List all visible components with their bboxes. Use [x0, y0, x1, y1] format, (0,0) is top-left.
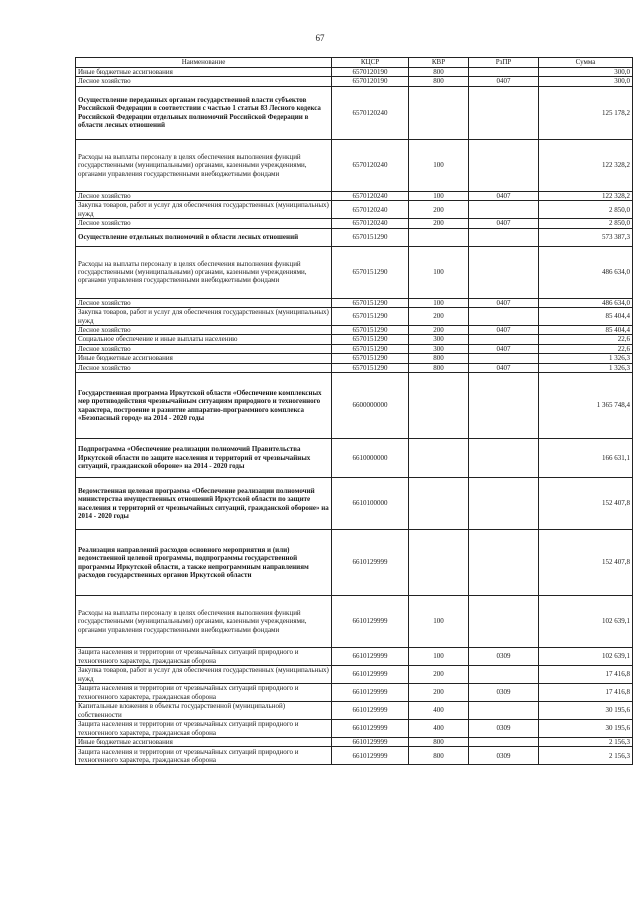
cell-kvr: 800: [409, 354, 469, 363]
cell-sum: 125 178,2: [539, 86, 633, 139]
header-kcsr: КЦСР: [332, 58, 409, 68]
cell-kvr: 800: [409, 68, 469, 77]
cell-rzpr: [469, 354, 539, 363]
cell-name: Лесное хозяйство: [76, 219, 332, 228]
cell-kvr: [409, 86, 469, 139]
cell-kcsr: 6570120240: [332, 219, 409, 228]
cell-sum: 17 416,8: [539, 666, 633, 684]
cell-name: Реализация направлений расходов основного мероприятия и (или) ведомственной целевой программы, подпрограммы государственной программы Иркутской области, а также непрограммным направлениям расходов государственных органов Иркутской области: [76, 530, 332, 596]
cell-sum: 102 639,1: [539, 596, 633, 648]
cell-sum: 2 850,0: [539, 201, 633, 219]
cell-sum: 2 850,0: [539, 219, 633, 228]
header-sum: Сумма: [539, 58, 633, 68]
cell-name: Расходы на выплаты персоналу в целях обеспечения выполнения функций государственными (муниципальными) органами, казенными учреждениями, органами управления государственными внебюджетными фондами: [76, 246, 332, 298]
table-row: [76, 354, 633, 363]
cell-sum: 85 404,4: [539, 326, 633, 335]
cell-name: Ведомственная целевая программа «Обеспечение реализации полномочий министерства имущественных отношений Иркутской области по защите населения и территорий от чрезвычайных ситуаций, гражданской обороне» на 2014 - 2020 годы: [76, 478, 332, 530]
table-body: [76, 68, 633, 765]
cell-kcsr: 6610129999: [332, 666, 409, 684]
cell-name: Закупка товаров, работ и услуг для обеспечения государственных (муниципальных) нужд: [76, 201, 332, 219]
cell-sum: 573 387,3: [539, 228, 633, 246]
cell-kcsr: 6570151290: [332, 246, 409, 298]
table-row: [76, 77, 633, 86]
cell-name: Иные бюджетные ассигнования: [76, 68, 332, 77]
cell-kvr: 100: [409, 191, 469, 200]
table-row: [76, 373, 633, 439]
cell-name: Защита населения и территории от чрезвычайных ситуаций природного и техногенного характера, гражданская оборона: [76, 684, 332, 702]
cell-sum: 300,0: [539, 77, 633, 86]
cell-kvr: 100: [409, 596, 469, 648]
table-row: [76, 747, 633, 765]
cell-name: Лесное хозяйство: [76, 326, 332, 335]
cell-rzpr: [469, 246, 539, 298]
table-row: [76, 478, 633, 530]
cell-rzpr: 0309: [469, 648, 539, 666]
cell-kvr: 100: [409, 246, 469, 298]
cell-kcsr: 6610129999: [332, 596, 409, 648]
cell-kcsr: 6610129999: [332, 747, 409, 765]
cell-sum: 2 156,3: [539, 738, 633, 747]
cell-rzpr: [469, 335, 539, 344]
cell-name: Осуществление отдельных полномочий в области лесных отношений: [76, 228, 332, 246]
table-row: [76, 530, 633, 596]
table-row: [76, 246, 633, 298]
table-header-row: [76, 58, 633, 68]
cell-kcsr: 6570151290: [332, 326, 409, 335]
cell-kcsr: 6610129999: [332, 648, 409, 666]
cell-kcsr: 6610129999: [332, 738, 409, 747]
cell-sum: 1 326,3: [539, 354, 633, 363]
cell-kvr: 300: [409, 335, 469, 344]
cell-kvr: 800: [409, 363, 469, 372]
cell-kvr: 300: [409, 344, 469, 353]
cell-sum: 122 328,2: [539, 139, 633, 191]
cell-sum: 22,6: [539, 344, 633, 353]
cell-kcsr: 6570151290: [332, 354, 409, 363]
cell-rzpr: [469, 201, 539, 219]
cell-kcsr: 6600000000: [332, 373, 409, 439]
table-row: [76, 201, 633, 219]
cell-sum: 486 634,0: [539, 298, 633, 307]
cell-rzpr: 0407: [469, 298, 539, 307]
cell-kvr: 100: [409, 298, 469, 307]
table-row: [76, 596, 633, 648]
table-row: [76, 363, 633, 372]
header-rzpr: РзПР: [469, 58, 539, 68]
cell-sum: 85 404,4: [539, 308, 633, 326]
table-row: [76, 219, 633, 228]
table-row: [76, 702, 633, 720]
cell-rzpr: 0407: [469, 77, 539, 86]
cell-kvr: 200: [409, 219, 469, 228]
cell-rzpr: [469, 86, 539, 139]
cell-name: Капитальные вложения в объекты государственной (муниципальной) собственности: [76, 702, 332, 720]
cell-kvr: 100: [409, 139, 469, 191]
table-row: [76, 335, 633, 344]
cell-name: Расходы на выплаты персоналу в целях обеспечения выполнения функций государственными (муниципальными) органами, казенными учреждениями, органами управления государственными внебюджетными фондами: [76, 139, 332, 191]
cell-kcsr: 6570120190: [332, 77, 409, 86]
cell-rzpr: 0407: [469, 191, 539, 200]
cell-kcsr: 6610129999: [332, 530, 409, 596]
cell-name: Лесное хозяйство: [76, 191, 332, 200]
cell-kvr: 200: [409, 326, 469, 335]
cell-rzpr: 0407: [469, 344, 539, 353]
cell-rzpr: 0407: [469, 219, 539, 228]
cell-kvr: [409, 439, 469, 478]
table-row: [76, 86, 633, 139]
cell-kcsr: 6570151290: [332, 298, 409, 307]
cell-kvr: [409, 478, 469, 530]
cell-sum: 300,0: [539, 68, 633, 77]
cell-rzpr: 0407: [469, 363, 539, 372]
cell-rzpr: [469, 68, 539, 77]
cell-name: Лесное хозяйство: [76, 344, 332, 353]
cell-name: Государственная программа Иркутской области «Обеспечение комплексных мер противодействия чрезвычайным ситуациям природного и техногенного характера, построение и развитие аппаратно-программного комплекса «Безопасный город» на 2014 - 2020 годы: [76, 373, 332, 439]
cell-kcsr: 6610129999: [332, 684, 409, 702]
table-row: [76, 648, 633, 666]
cell-sum: 486 634,0: [539, 246, 633, 298]
table-row: [76, 298, 633, 307]
cell-kcsr: 6570151290: [332, 363, 409, 372]
cell-name: Защита населения и территории от чрезвычайных ситуаций природного и техногенного характера, гражданская оборона: [76, 648, 332, 666]
cell-rzpr: [469, 738, 539, 747]
cell-kcsr: 6570120240: [332, 86, 409, 139]
cell-kvr: 200: [409, 684, 469, 702]
cell-kcsr: 6570151290: [332, 344, 409, 353]
table-row: [76, 720, 633, 738]
cell-sum: 22,6: [539, 335, 633, 344]
cell-name: Лесное хозяйство: [76, 77, 332, 86]
cell-sum: 1 326,3: [539, 363, 633, 372]
cell-kcsr: 6610129999: [332, 720, 409, 738]
cell-kvr: [409, 228, 469, 246]
cell-kcsr: 6570151290: [332, 308, 409, 326]
cell-name: Закупка товаров, работ и услуг для обеспечения государственных (муниципальных) нужд: [76, 666, 332, 684]
cell-name: Подпрограмма «Обеспечение реализации полномочий Правительства Иркутской области по защите населения и территорий от чрезвычайных ситуаций, гражданской обороне» на 2014 - 2020 годы: [76, 439, 332, 478]
cell-kcsr: 6610129999: [332, 702, 409, 720]
cell-kvr: 200: [409, 201, 469, 219]
cell-kvr: 800: [409, 738, 469, 747]
cell-rzpr: [469, 308, 539, 326]
table-row: [76, 326, 633, 335]
cell-rzpr: [469, 596, 539, 648]
cell-sum: 1 365 748,4: [539, 373, 633, 439]
budget-table: [75, 57, 633, 765]
cell-rzpr: 0407: [469, 326, 539, 335]
cell-kvr: 200: [409, 308, 469, 326]
cell-name: Иные бюджетные ассигнования: [76, 738, 332, 747]
cell-rzpr: [469, 702, 539, 720]
cell-kcsr: 6570120240: [332, 191, 409, 200]
cell-rzpr: [469, 478, 539, 530]
table-row: [76, 439, 633, 478]
cell-kvr: 100: [409, 648, 469, 666]
cell-sum: 152 407,8: [539, 530, 633, 596]
cell-sum: 122 328,2: [539, 191, 633, 200]
cell-sum: 152 407,8: [539, 478, 633, 530]
table-row: [76, 666, 633, 684]
cell-kvr: 400: [409, 702, 469, 720]
table-row: [76, 308, 633, 326]
cell-rzpr: 0309: [469, 684, 539, 702]
cell-kvr: [409, 530, 469, 596]
cell-kcsr: 6570120240: [332, 139, 409, 191]
table-row: [76, 738, 633, 747]
cell-kvr: 400: [409, 720, 469, 738]
cell-sum: 166 631,1: [539, 439, 633, 478]
cell-name: Лесное хозяйство: [76, 298, 332, 307]
table-row: [76, 684, 633, 702]
header-kvr: КВР: [409, 58, 469, 68]
cell-name: Социальное обеспечение и иные выплаты населению: [76, 335, 332, 344]
cell-rzpr: [469, 666, 539, 684]
cell-name: Закупка товаров, работ и услуг для обеспечения государственных (муниципальных) нужд: [76, 308, 332, 326]
table-row: [76, 228, 633, 246]
cell-rzpr: 0309: [469, 720, 539, 738]
cell-sum: 30 195,6: [539, 720, 633, 738]
cell-kcsr: 6570120190: [332, 68, 409, 77]
cell-kcsr: 6570151290: [332, 335, 409, 344]
cell-kcsr: 6610100000: [332, 478, 409, 530]
header-name: Наименование: [76, 58, 332, 68]
cell-kvr: 800: [409, 747, 469, 765]
cell-kvr: [409, 373, 469, 439]
cell-sum: 2 156,3: [539, 747, 633, 765]
cell-kvr: 200: [409, 666, 469, 684]
cell-rzpr: [469, 139, 539, 191]
table-row: [76, 344, 633, 353]
cell-name: Иные бюджетные ассигнования: [76, 354, 332, 363]
cell-sum: 30 195,6: [539, 702, 633, 720]
cell-kcsr: 6570151290: [332, 228, 409, 246]
cell-name: Защита населения и территории от чрезвычайных ситуаций природного и техногенного характера, гражданская оборона: [76, 747, 332, 765]
table-row: [76, 139, 633, 191]
cell-rzpr: [469, 530, 539, 596]
cell-rzpr: [469, 228, 539, 246]
page-number: 67: [315, 33, 325, 43]
cell-sum: 17 416,8: [539, 684, 633, 702]
cell-name: Осуществление переданных органам государственной власти субъектов Российской Федерации в соответствии с частью 1 статьи 83 Лесного кодекса Российской Федерации отдельных полномочий Российской Федерации в области лесных отношений: [76, 86, 332, 139]
cell-name: Расходы на выплаты персоналу в целях обеспечения выполнения функций государственными (муниципальными) органами, казенными учреждениями, органами управления государственными внебюджетными фондами: [76, 596, 332, 648]
table-row: [76, 68, 633, 77]
cell-rzpr: [469, 439, 539, 478]
cell-kcsr: 6610000000: [332, 439, 409, 478]
cell-name: Лесное хозяйство: [76, 363, 332, 372]
cell-kcsr: 6570120240: [332, 201, 409, 219]
cell-kvr: 800: [409, 77, 469, 86]
cell-rzpr: 0309: [469, 747, 539, 765]
cell-rzpr: [469, 373, 539, 439]
table-row: [76, 191, 633, 200]
cell-sum: 102 639,1: [539, 648, 633, 666]
cell-name: Защита населения и территории от чрезвычайных ситуаций природного и техногенного характера, гражданская оборона: [76, 720, 332, 738]
